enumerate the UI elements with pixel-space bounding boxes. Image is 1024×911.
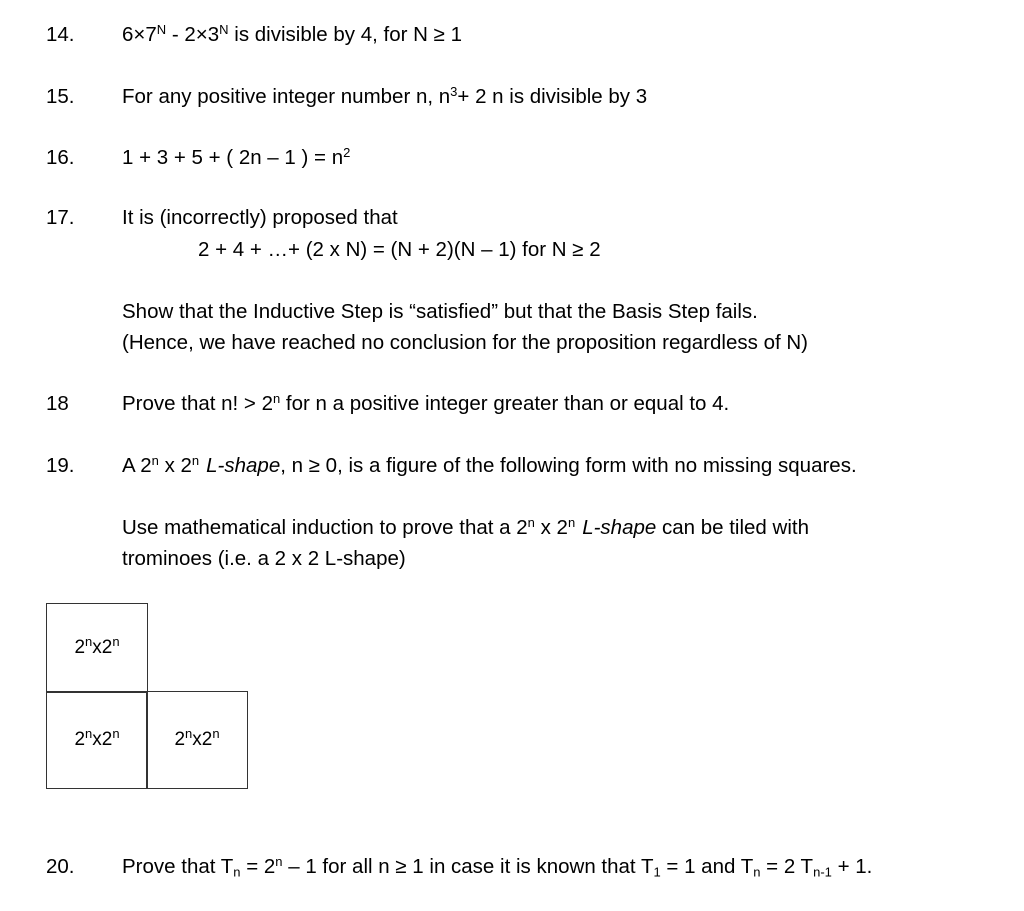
l-shape-figure [46,603,249,789]
item-19-line3: trominoes (i.e. a 2 x 2 L-shape) [122,547,406,570]
item-17-line1: It is (incorrectly) proposed that [122,206,398,229]
item-19-number: 19. [46,454,75,477]
item-18-number: 18 [46,392,69,415]
l-shape-cell-bottom-left: 2$^n$x2$^n$ [46,691,148,789]
item-15-number: 15. [46,85,75,108]
l-shape-cell-top: 2$^n$x2$^n$ [46,603,148,693]
l-shape-cell-bottom-right: 2$^n$x2$^n$ [146,691,248,789]
item-17-line3: Show that the Inductive Step is “satisfied” but that the Basis Step fails. [122,300,758,323]
item-19-line1: A 2$^n$ x 2$^n$ L-shape, n ≥ 0, is a figure of the following form with no missing squares. [122,452,857,477]
item-20-text: Prove that $T_n = 2^n - 1$ for all n ≥ 1 in case it is known that $T_1 = 1$ and $T_n = 2$ $T_{n-1} + 1$. [122,853,873,880]
item-19-line2: Use mathematical induction to prove that a 2$^n$ x 2$^n$ L-shape can be tiled with [122,514,809,539]
item-14-text: $6\times 7^N - 2\times 3^N$ is divisible by 4, for N ≥ 1 [122,21,462,46]
item-16-number: 16. [46,146,75,169]
item-17-line4: (Hence, we have reached no conclusion for the proposition regardless of N) [122,331,808,354]
item-18-text: Prove that n! > $2^n$ for n a positive integer greater than or equal to 4. [122,390,730,415]
item-16-text: 1 + 3 + 5 + ( 2n – 1 ) = $n^2$ [122,144,351,169]
item-14-number: 14. [46,23,75,46]
item-17-number: 17. [46,206,75,229]
item-17-equation: 2 + 4 + …+ (2 x N) = (N + 2)(N – 1) for N ≥ 2 [198,238,601,261]
item-15-text: For any positive integer number n, $n^3+ 2$ n is divisible by 3 [122,83,648,108]
item-20-number: 20. [46,855,75,878]
